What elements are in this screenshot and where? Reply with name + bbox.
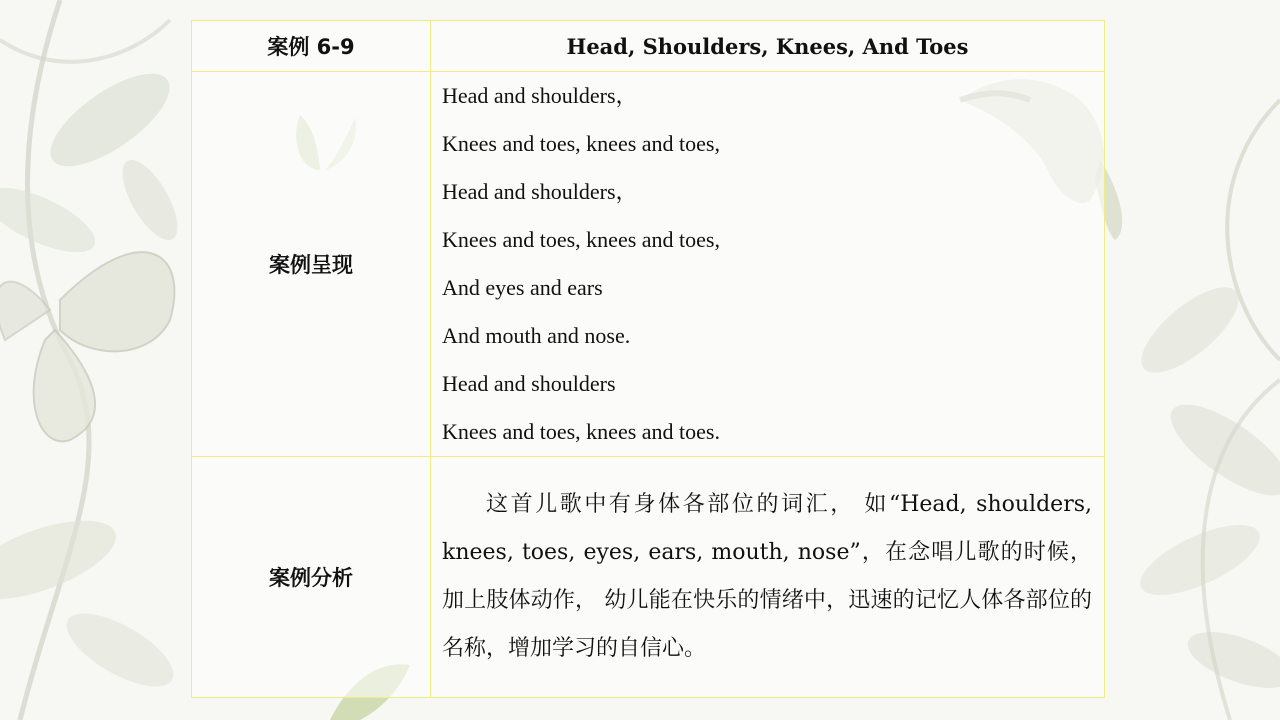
lyric-line: Head and shoulders， bbox=[442, 83, 638, 108]
presentation-row bbox=[192, 72, 1105, 457]
case-number-cell: 案例 6-9 bbox=[192, 21, 431, 72]
analysis-label: 案例分析 bbox=[192, 457, 431, 698]
lyric-line: Knees and toes, knees and toes, bbox=[442, 131, 720, 156]
table-header-row bbox=[192, 21, 1105, 72]
lyric-line: Knees and toes, knees and toes. bbox=[442, 419, 720, 444]
lyric-line: Head and shoulders， bbox=[442, 179, 638, 204]
analysis-row bbox=[192, 457, 1105, 698]
lyric-line: And mouth and nose. bbox=[442, 323, 631, 348]
analysis-paragraph: 这首儿歌中有身体各部位的词汇， 如“Head, shoulders, knees, toes, eyes, ears, mouth, nose”，在念唱儿歌的时候， 加上肢体动作， 幼儿能在快乐的情绪中，迅速的记忆人体各部位的名称，增加学习的自信心。 bbox=[442, 492, 1092, 661]
lyric-line: Head and shoulders bbox=[442, 371, 616, 396]
lyrics-cell bbox=[431, 72, 1105, 457]
song-title-cell: Head, Shoulders, Knees, And Toes bbox=[431, 21, 1105, 72]
analysis-cell bbox=[431, 457, 1105, 698]
lyric-line: And eyes and ears bbox=[442, 275, 603, 300]
case-table bbox=[191, 20, 1105, 698]
lyric-line: Knees and toes, knees and toes, bbox=[442, 227, 720, 252]
presentation-label: 案例呈现 bbox=[192, 72, 431, 457]
